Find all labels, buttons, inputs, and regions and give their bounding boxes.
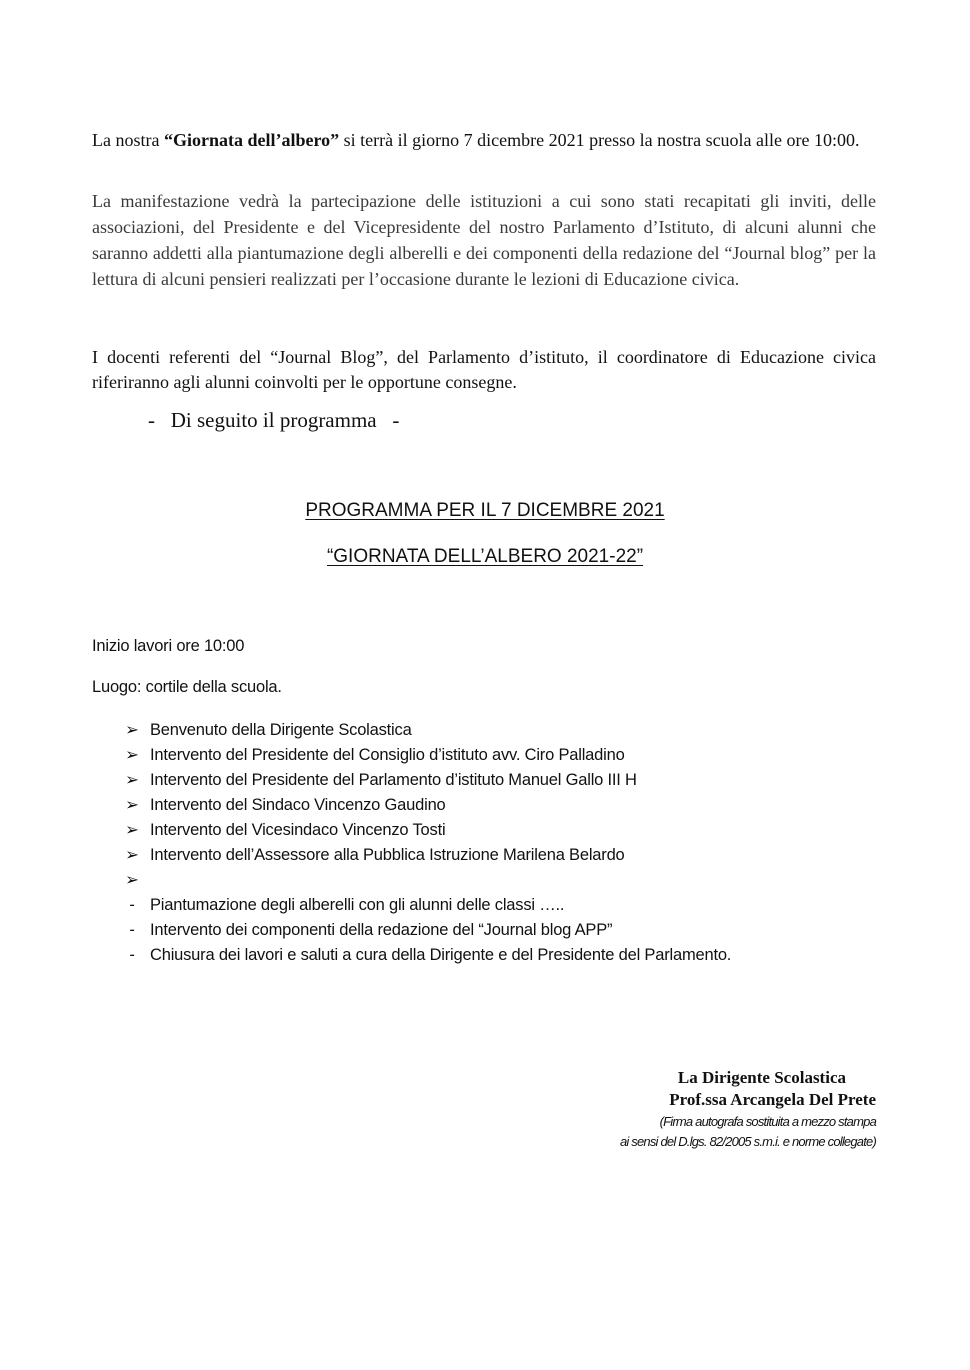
- signature-name: Prof.ssa Arcangela Del Prete: [669, 1090, 876, 1109]
- arrow-bullet-icon: ➢: [125, 771, 139, 789]
- list-item-text: Intervento del Vicesindaco Vincenzo Tosti: [150, 821, 446, 839]
- start-time: Inizio lavori ore 10:00: [92, 637, 245, 655]
- arrow-bullet-icon: ➢: [125, 846, 139, 864]
- list-item-text: Chiusura dei lavori e saluti a cura della Dirigente e del Presidente del Parlamento.: [150, 946, 732, 964]
- arrow-bullet-icon: ➢: [125, 821, 139, 839]
- list-item-text: Intervento del Presidente del Parlamento d’istituto Manuel Gallo III H: [150, 771, 637, 789]
- intro-paragraph-date: [92, 124, 876, 157]
- intro-paragraph-teachers: I docenti referenti del “Journal Blog”, del Parlamento d’istituto, il coordinatore di Educazione civica riferiranno agli alunni coinvolti per le opportune consegne.: [92, 347, 876, 392]
- arrow-bullet-icon: ➢: [125, 721, 139, 739]
- list-item-text: Intervento dell’Assessore alla Pubblica Istruzione Marilena Belardo: [150, 846, 625, 864]
- arrow-bullet-icon: ➢: [125, 796, 139, 814]
- dash-bullet-icon: -: [129, 921, 135, 939]
- program-title: PROGRAMMA PER IL 7 DICEMBRE 2021: [305, 500, 665, 521]
- signature-note-line1: (Firma autografa sostituita a mezzo stampa: [659, 1114, 876, 1129]
- list-item-text: Intervento dei componenti della redazione del “Journal blog APP”: [150, 921, 613, 939]
- program-intro-line: - Di seguito il programma -: [148, 408, 400, 432]
- list-item-text: Intervento del Presidente del Consiglio d’istituto avv. Ciro Palladino: [150, 746, 625, 764]
- dash-bullet-icon: -: [129, 896, 135, 914]
- signature-role: La Dirigente Scolastica: [677, 1068, 846, 1087]
- list-item-text: Intervento del Sindaco Vincenzo Gaudino: [150, 796, 446, 814]
- event-name: “Giornata dell’albero”: [163, 130, 340, 150]
- intro-prefix: La nostra: [92, 130, 164, 150]
- intro-paragraph-participants: La manifestazione vedrà la partecipazione delle istituzioni a cui sono stati recapitati gli inviti, delle associazioni, del Presidente e del Vicepresidente del nostro Parlamento d’Istituto, di alcuni alunni che saranno addetti alla piantumazione degli alberelli e dei componenti della redazione del “Journal blog” per la lettura di alcuni pensieri realizzati per l’occasione durante le lezioni di Educazione civica.: [92, 191, 876, 289]
- arrow-bullet-icon: ➢: [125, 871, 139, 889]
- arrow-bullet-icon: ➢: [125, 746, 139, 764]
- list-item-text: Piantumazione degli alberelli con gli alunni delle classi …..: [150, 896, 565, 914]
- intro-suffix: si terrà il giorno 7 dicembre 2021 presso la nostra scuola alle ore 10:00.: [339, 130, 860, 150]
- program-subtitle: “GIORNATA DELL’ALBERO 2021-22”: [326, 546, 644, 567]
- signature-note-line2: ai sensi del D.lgs. 82/2005 s.m.i. e norme collegate): [619, 1134, 876, 1149]
- dash-bullet-icon: -: [129, 946, 135, 964]
- list-item-text: Benvenuto della Dirigente Scolastica: [150, 721, 412, 739]
- location: Luogo: cortile della scuola.: [92, 678, 282, 696]
